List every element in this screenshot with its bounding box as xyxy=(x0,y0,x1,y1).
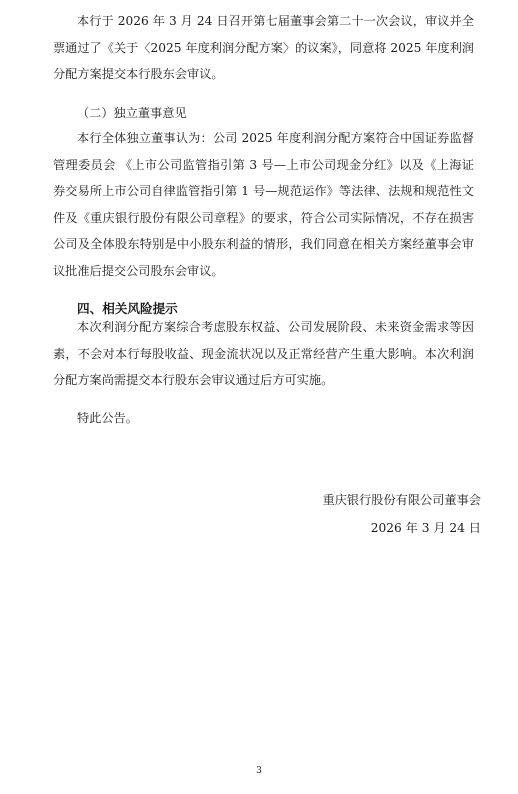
closing-statement: 特此公告。 xyxy=(77,411,138,425)
board-resolution-paragraph: 本行于 2026 年 3 月 24 日召开第七届董事会第二十一次会议，审议并全票通过了《关于〈2025 年度利润分配方案〉的议案》，同意将 2025 年度利润分配方案提交本行股东会审议。 xyxy=(53,14,474,81)
signature-date: 2026 年 3 月 24 日 xyxy=(370,521,481,535)
risk-warning-heading: 四、相关风险提示 xyxy=(77,301,178,316)
page-number: 3 xyxy=(256,766,262,776)
signature-organization: 重庆银行股份有限公司董事会 xyxy=(322,493,481,507)
independent-directors-subheading: （二）独立董事意见 xyxy=(77,106,187,120)
risk-warning-paragraph: 本次利润分配方案综合考虑股东权益、公司发展阶段、未来资金需求等因素，不会对本行每股收益、现金流状况以及正常经营产生重大影响。本次利润分配方案尚需提交本行股东会审议通过后方可实施。 xyxy=(53,320,474,387)
independent-directors-opinion-paragraph: 本行全体独立董事认为：公司 2025 年度利润分配方案符合中国证券监督管理委员会 《上市公司监管指引第 3 号—上市公司现金分红》以及《上海证券交易所上市公司自律监管指引第 1 号—规范运作》等法律、法规和规范性文件及《重庆银行股份有限公司章程》的要求，符合公司实际情况，不存在损害公司及全体股东特别是中小股东利益的情形，我们同意在相关方案经董事会审议批准后提交公司股东会审议。 xyxy=(53,131,474,278)
